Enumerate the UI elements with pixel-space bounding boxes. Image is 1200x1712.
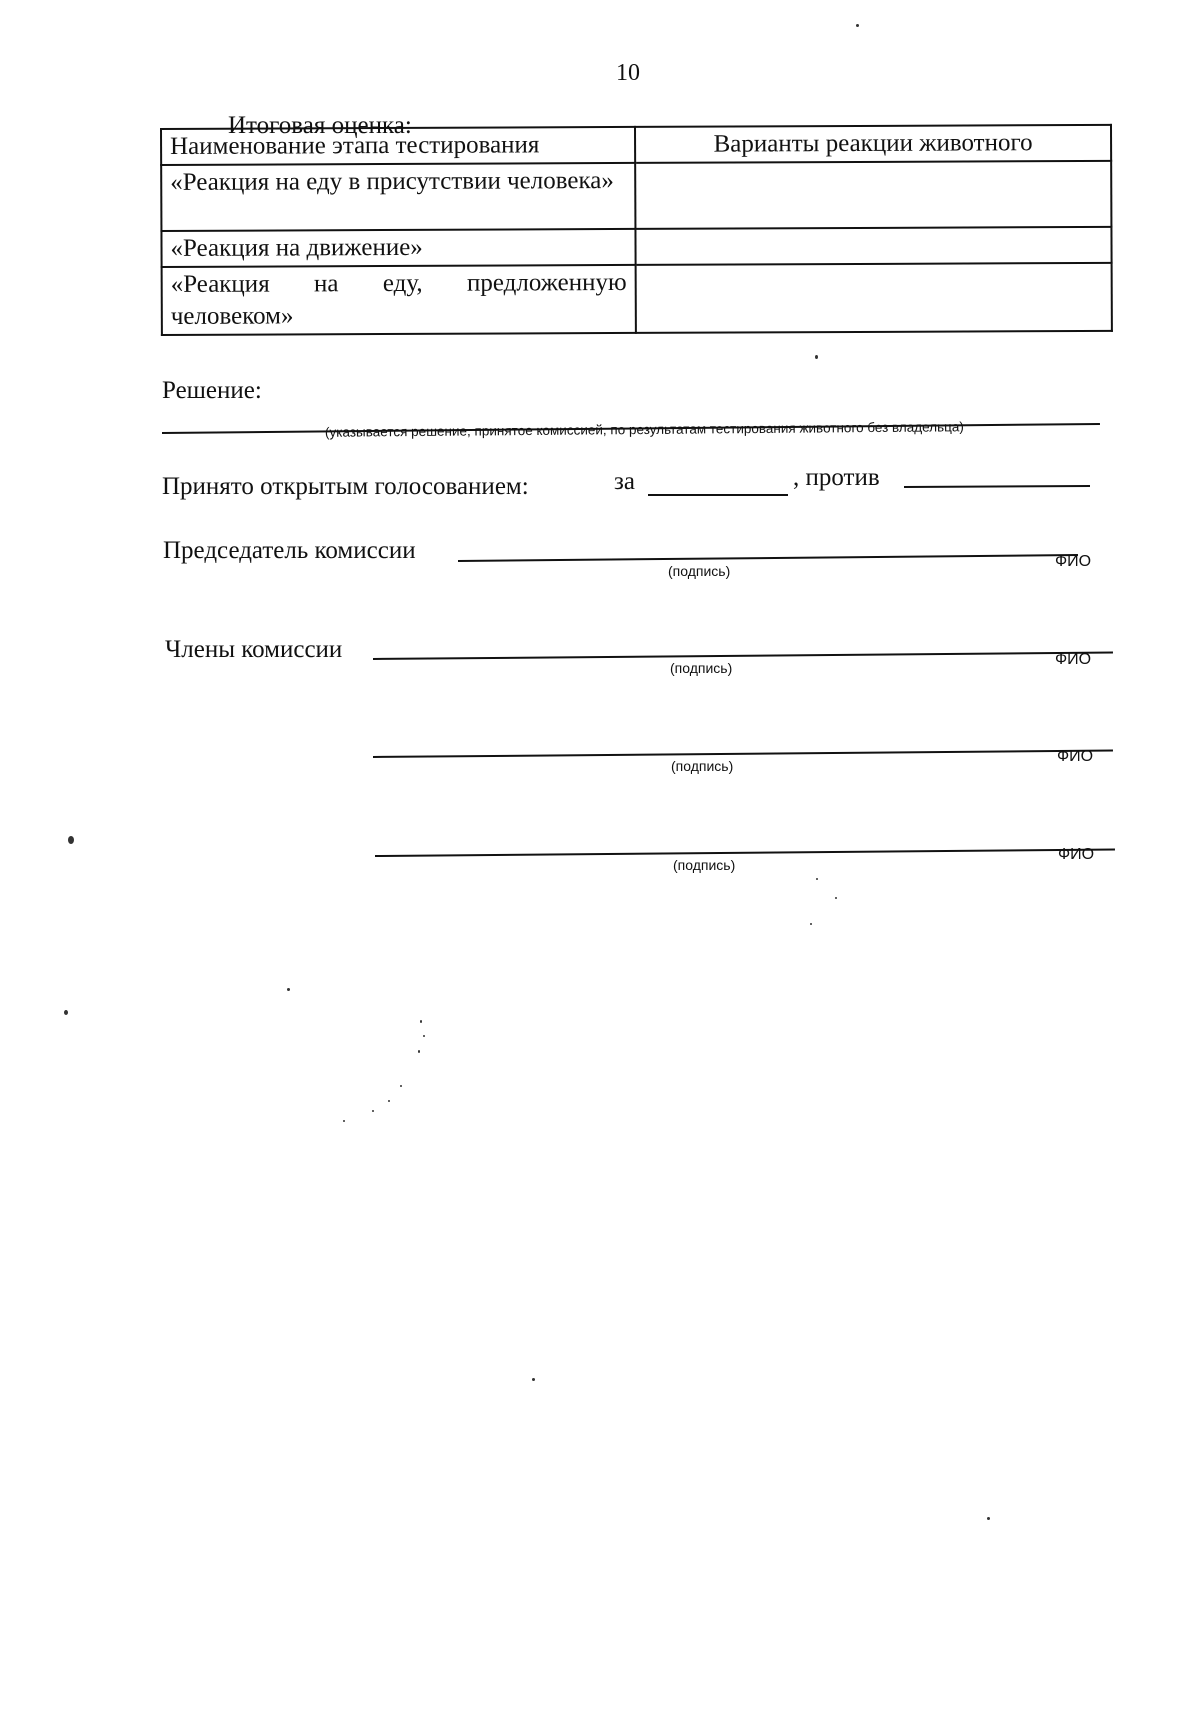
member-signature-line <box>373 750 1113 758</box>
member-signature-hint: (подпись) <box>671 758 734 774</box>
table-row <box>161 227 1111 267</box>
member-signature-line <box>375 849 1115 857</box>
vote-for-line <box>648 494 788 496</box>
decision-hint: (указывается решение, принятое комиссией, по результатам тестирования животного без владельца) <box>324 419 964 440</box>
chairman-label: Председатель комиссии <box>163 537 416 564</box>
assessment-table <box>160 124 1113 336</box>
member-name-hint: ФИО <box>1055 651 1092 668</box>
member-signature-hint: (подпись) <box>670 660 733 676</box>
vote-against-label: , против <box>793 464 880 491</box>
decision-label: Решение: <box>162 377 262 404</box>
table-cell-stage: «Реакция на движение» <box>161 229 635 267</box>
table-cell-reaction <box>636 263 1112 333</box>
chairman-signature-line <box>458 554 1078 562</box>
section-title: Итоговая оценка: <box>228 112 412 139</box>
vote-against-line <box>904 485 1090 488</box>
table-header-row <box>161 125 1111 165</box>
table-cell-reaction <box>635 161 1111 229</box>
table-header-stage: Наименование этапа тестирования <box>161 127 635 165</box>
member-signature-hint: (подпись) <box>673 857 736 873</box>
table-row <box>161 161 1111 231</box>
table-cell-stage: «Реакция на еду в присутствии человека» <box>161 163 635 231</box>
table-cell-reaction <box>635 227 1111 265</box>
members-label: Члены комиссии <box>165 636 343 663</box>
vote-label: Принято открытым голосованием: <box>162 473 529 500</box>
page-number: 10 <box>616 60 640 86</box>
table-cell-stage: «Реакция на еду, предложенную человеком» <box>162 265 636 335</box>
member-signature-line <box>373 652 1113 660</box>
member-name-hint: ФИО <box>1058 846 1095 863</box>
table-header-reaction: Варианты реакции животного <box>635 125 1111 163</box>
chairman-signature-hint: (подпись) <box>668 563 731 579</box>
chairman-name-hint: ФИО <box>1055 553 1092 570</box>
vote-for-label: за <box>614 468 635 495</box>
member-name-hint: ФИО <box>1057 748 1094 765</box>
table-row <box>162 263 1112 335</box>
